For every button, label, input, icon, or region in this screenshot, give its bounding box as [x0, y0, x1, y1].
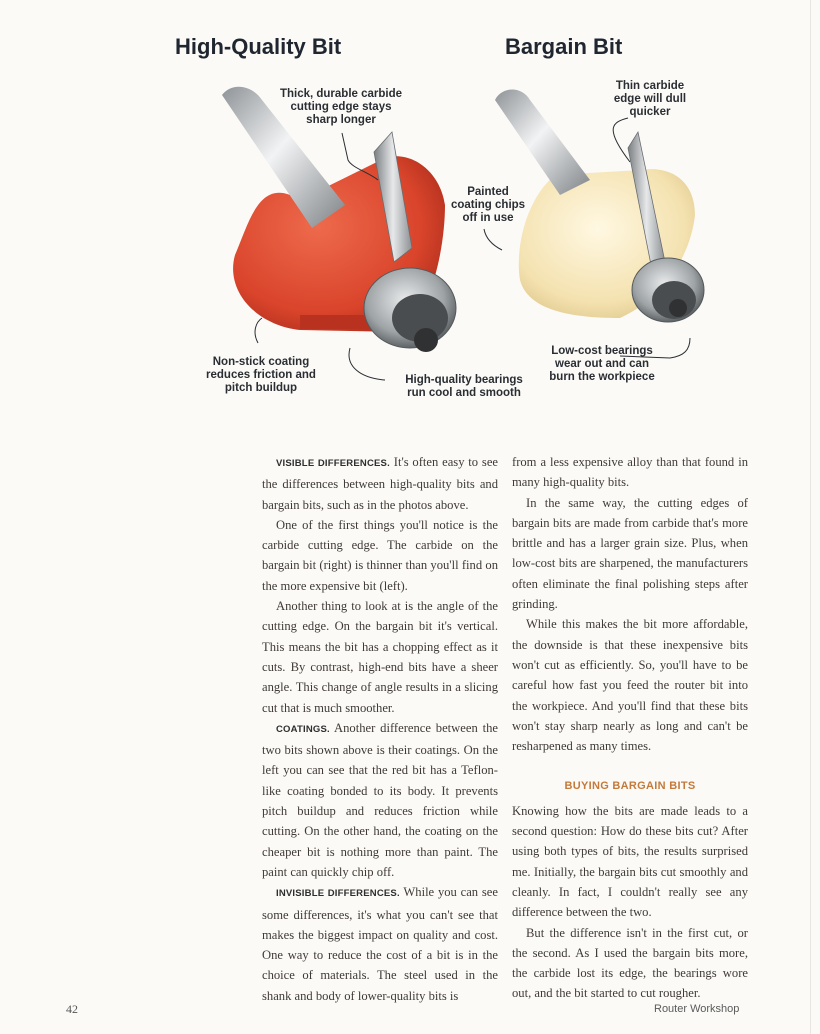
high-quality-bit-title: High-Quality Bit — [175, 34, 342, 59]
bargain-shank — [495, 90, 590, 196]
callout-hq-bearings: High-quality bearings run cool and smooth — [405, 374, 523, 399]
paragraph-invisible-differences: INVISIBLE DIFFERENCES. While you can see some differences, it's what you can't see that makes the biggest impact on quality and cost. One way to reduce the cost of a bit is in the choice of materials. The steel used in the shank and body of lower-quality bits is — [262, 885, 498, 1003]
callout-lowcost-bearings: Low-cost bearings wear out and can burn the workpiece — [549, 345, 655, 383]
page-number: 42 — [66, 1002, 78, 1016]
paragraph-how-they-cut: Knowing how the bits are made leads to a second question: How do these bits cut? After using both types of bits, the results surprised me. Initially, the bargain bits cut smoothly and cleanly. In fact, I couldn't really see any difference between the two. — [512, 803, 748, 920]
lead-visible-differences: VISIBLE DIFFERENCES. — [276, 458, 390, 469]
running-title: Router Workshop — [654, 1003, 740, 1015]
lead-coatings: COATINGS. — [276, 723, 330, 735]
paragraph-coatings: COATINGS. Another difference between the two bits shown above is their coatings. On the left you can see that the red bit has a Teflon-like coating bonded to its body. It prevents pitch buildup and reduces friction while cutting. On the other hand, the coating on the cheaper bit is nothing more than paint. The paint can quickly chip off. — [262, 720, 498, 879]
callout-thick-carbide: Thick, durable carbide cutting edge stays sharp longer — [279, 88, 403, 126]
bargain-bearing-bolt — [669, 299, 687, 317]
bargain-bit-title: Bargain Bit — [505, 34, 623, 59]
hq-bearing-bolt — [414, 328, 438, 352]
callout-painted-coating: Painted coating chips off in use — [450, 186, 526, 224]
paragraph-alloy: from a less expensive alloy than that found in many high-quality bits. — [512, 455, 748, 490]
callout-thin-carbide: Thin carbide edge will dull quicker — [613, 80, 687, 118]
callout-nonstick-coating: Non-stick coating reduces friction and pitch buildup — [206, 356, 316, 394]
paragraph-brittle-carbide: In the same way, the cutting edges of bargain bits are made from carbide that's more brittle and has a larger grain size. Plus, when low-cost bits are sharpened, the manufacturers often eliminate the final polishing steps after grinding. — [512, 495, 748, 612]
subhead-buying-bargain-bits: BUYING BARGAIN BITS — [564, 780, 696, 793]
paragraph-affordable: While this makes the bit more affordable, the downside is that these inexpensive bits won't cut as efficiently. So, you'll have to be careful how fast you feed the router bit into the workpiece. And you'll find that these bits won't stay sharp nearly as long and can't be resharpened as many times. — [512, 617, 748, 754]
article-column-right — [512, 452, 748, 1004]
paragraph-carbide-edge: One of the first things you'll notice is the carbide cutting edge. The carbide on the bargain bit (right) is thinner than you'll find on the more expensive bit (left). — [262, 517, 498, 593]
red-bit-base — [300, 315, 370, 329]
router-bits-illustration — [0, 0, 820, 420]
paragraph-visible-differences: VISIBLE DIFFERENCES. It's often easy to see the differences between high-quality bits and bargain bits, such as in the photos above. — [262, 455, 498, 512]
paragraph-edge-angle: Another thing to look at is the angle of the cutting edge. On the bargain bit it's vertical. This means the bit has a chopping effect as it cuts. By contrast, high-end bits have a sheer angle. This change of angle results in a slicing cut that is much smoother. — [262, 599, 498, 715]
lead-invisible-differences: INVISIBLE DIFFERENCES. — [276, 888, 400, 900]
article-column-left — [262, 452, 498, 1006]
paragraph-difference: But the difference isn't in the first cut, or the second. As I used the bargain bits more, the carbide lost its edge, the bearings wore out, and the bit started to cut rougher. — [512, 925, 748, 1001]
